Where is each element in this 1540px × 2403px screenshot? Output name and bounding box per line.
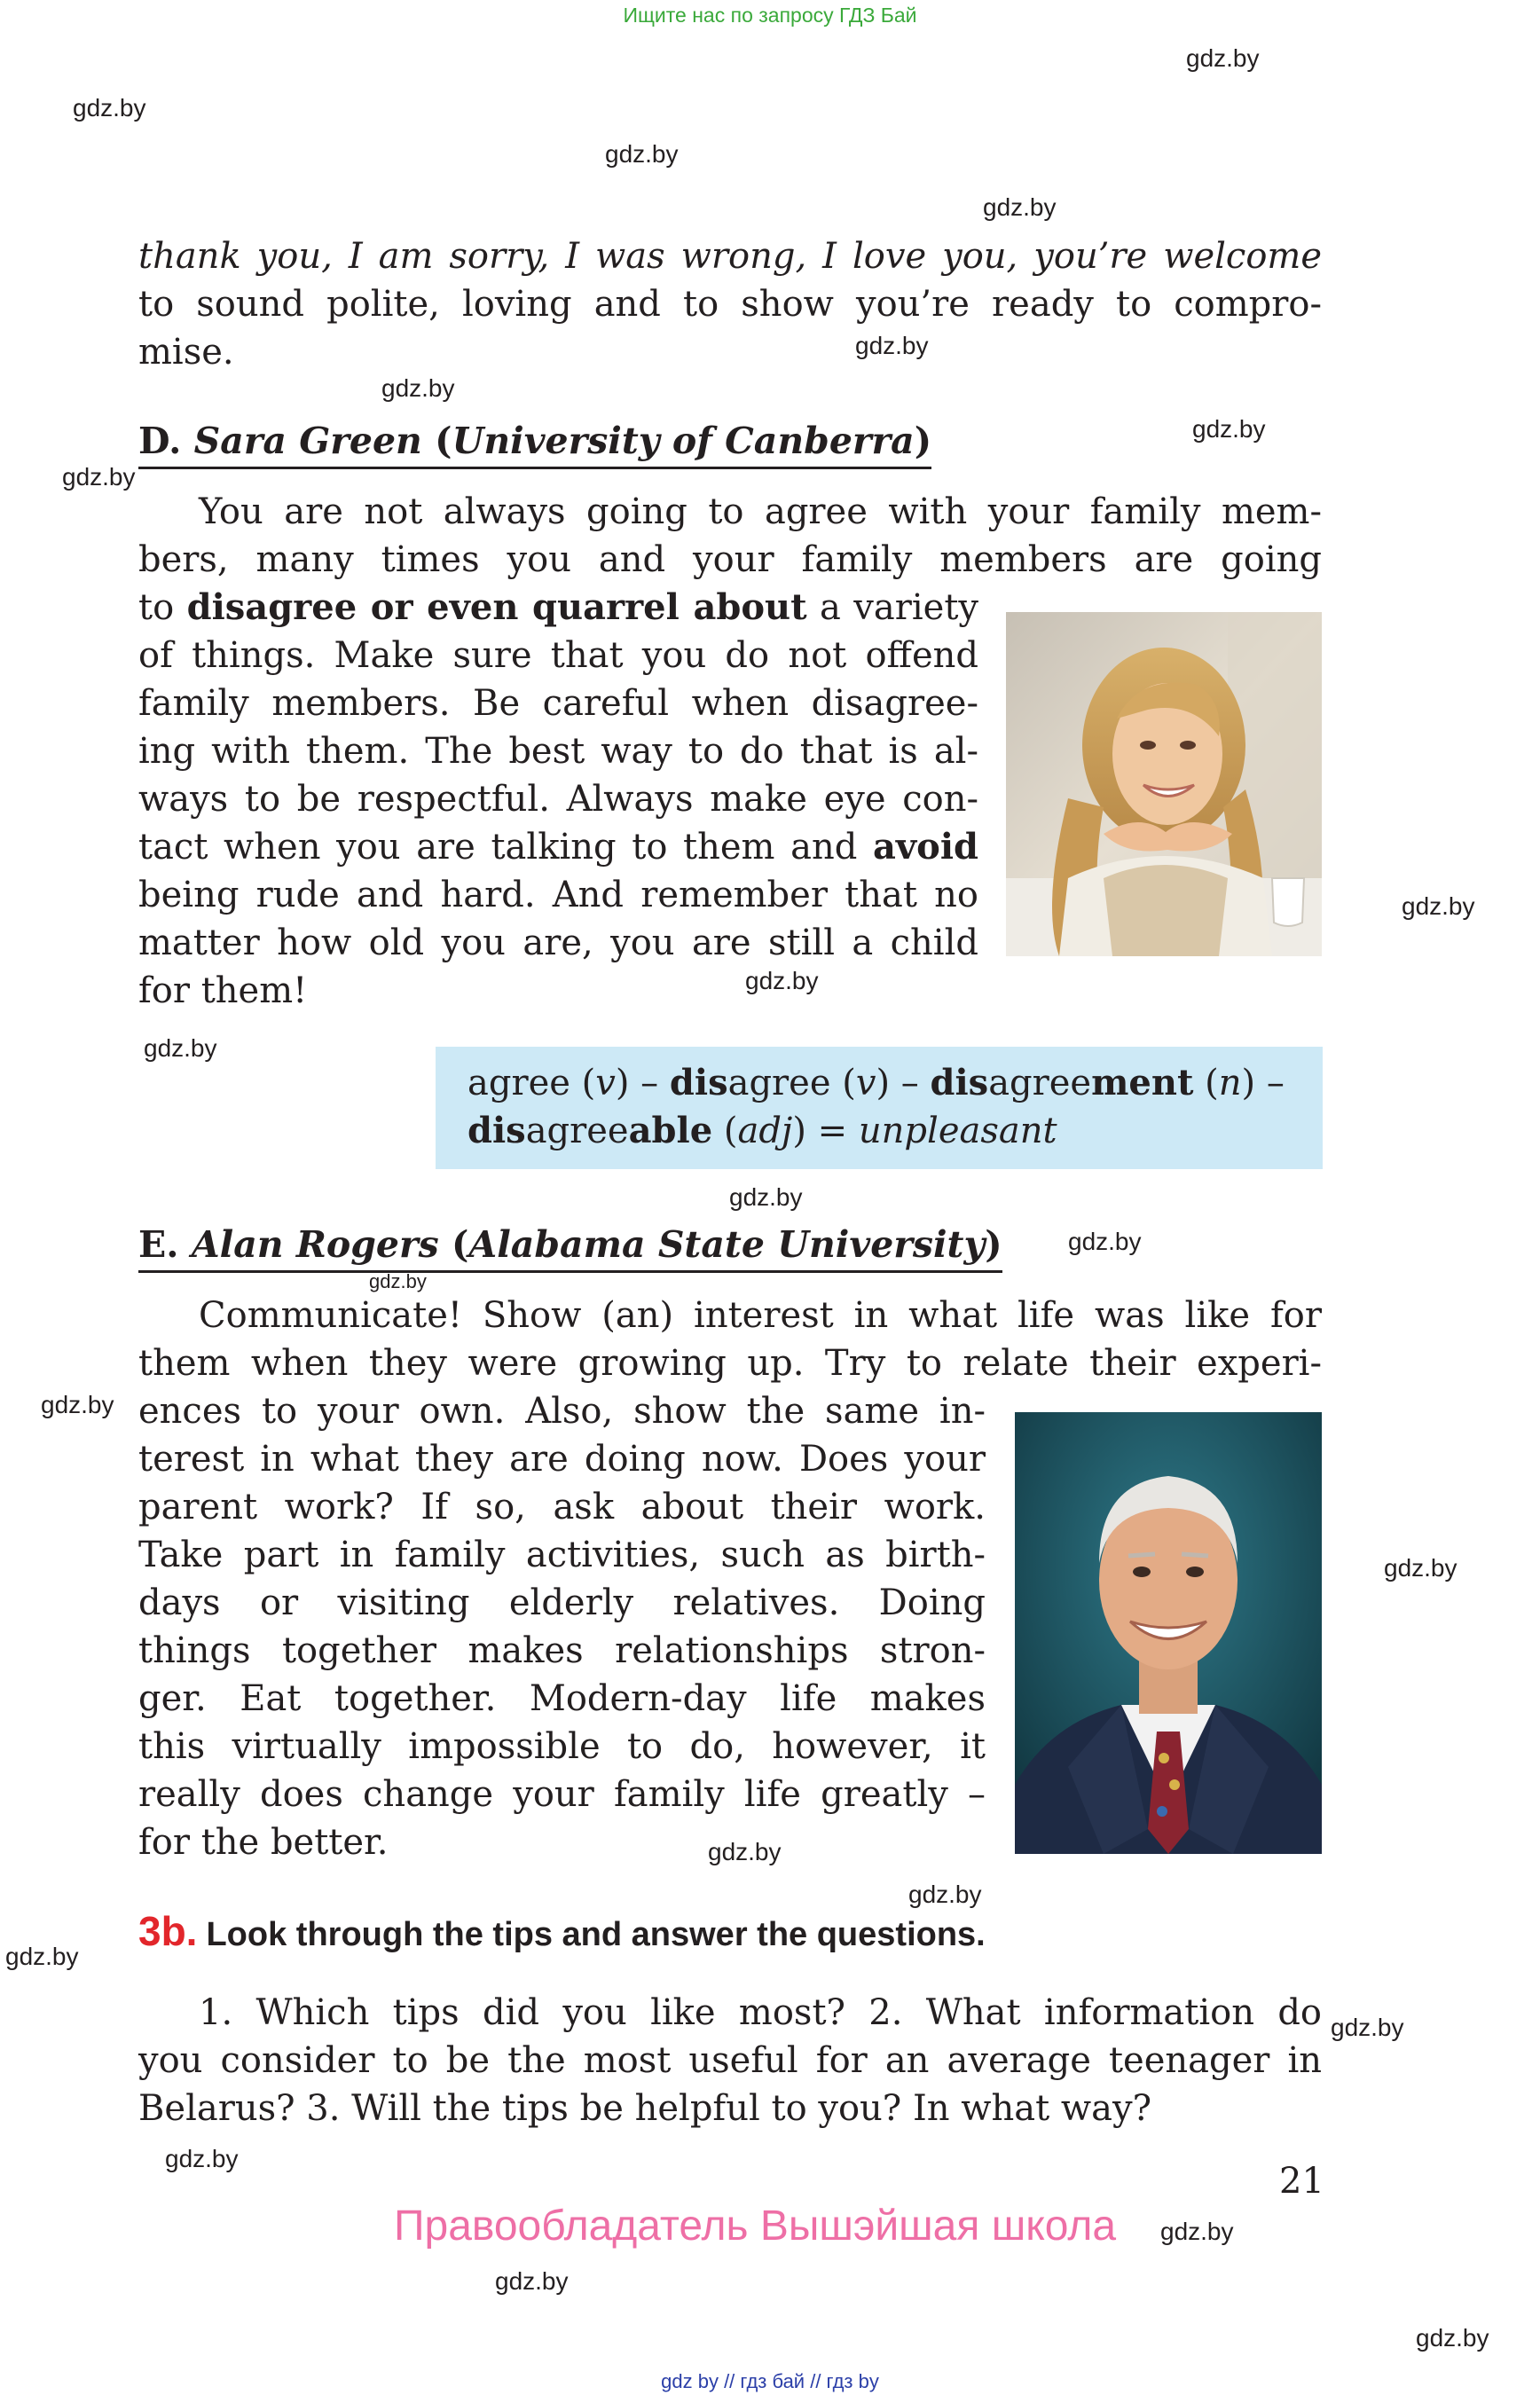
task-3b xyxy=(138,1907,986,1955)
watermark: gdz.by xyxy=(855,332,929,359)
watermark: gdz.by xyxy=(73,94,146,122)
watermark: gdz.by xyxy=(1160,2218,1234,2245)
sara-green-photo xyxy=(1006,612,1322,956)
task-question-line: 1. Which tips did you like most? 2. What information do xyxy=(199,1992,1322,2033)
alan-rogers-photo xyxy=(1015,1412,1322,1854)
top-banner[interactable]: Ищите нас по запросу ГДЗ Бай xyxy=(623,4,917,27)
vocabulary-line: agree (v) – disagree (v) – disagreement (n) – xyxy=(468,1062,1285,1103)
section-e-heading: E. Alan Rogers (Alabama State University) xyxy=(138,1221,1002,1273)
section-d-line: for them! xyxy=(138,970,308,1011)
section-e-line: days or visiting elderly relatives. Doing xyxy=(138,1582,986,1623)
section-e-line: ger. Eat together. Modern-day life makes xyxy=(138,1678,986,1719)
watermark: gdz.by xyxy=(62,463,136,491)
section-e-line: terest in what they are doing now. Does your xyxy=(138,1439,986,1480)
watermark: gdz.by xyxy=(983,193,1057,221)
vocabulary-box xyxy=(436,1047,1323,1169)
bottom-banner[interactable]: gdz by // гдз бай // гдз by xyxy=(661,2370,879,2392)
section-d-line: tact when you are talking to them and avoid xyxy=(138,826,979,868)
watermark: gdz.by xyxy=(1402,892,1475,920)
section-e-line: Take part in family activities, such as birth- xyxy=(138,1535,986,1575)
vocabulary-line: disagreeable (adj) = unpleasant xyxy=(468,1110,1057,1151)
watermark: gdz.by xyxy=(745,967,819,994)
task-number: 3b. xyxy=(138,1908,198,1954)
watermark: gdz.by xyxy=(369,1270,427,1292)
section-d-heading: D. Sara Green (University of Canberra) xyxy=(138,417,931,469)
intro-line: thank you, I am sorry, I was wrong, I love you, you’re welcome xyxy=(138,236,1322,277)
copyright-owner: Правообладатель Вышэйшая школа xyxy=(394,2203,1117,2250)
section-d-line: of things. Make sure that you do not offend xyxy=(138,635,978,676)
section-d-line: ways to be respectful. Always make eye con- xyxy=(138,779,978,820)
section-d-line: ing with them. The best way to do that is al- xyxy=(138,731,978,772)
page-number: 21 xyxy=(1279,2161,1324,2202)
watermark: gdz.by xyxy=(729,1183,803,1211)
section-e-line: really does change your family life greatly – xyxy=(138,1774,986,1815)
watermark: gdz.by xyxy=(1186,44,1260,72)
watermark: gdz.by xyxy=(1416,2324,1489,2352)
watermark: gdz.by xyxy=(495,2267,569,2295)
watermark: gdz.by xyxy=(41,1391,114,1418)
section-e-line: ences to your own. Also, show the same in- xyxy=(138,1391,986,1432)
task-instruction: Look through the tips and answer the questions. xyxy=(206,1916,986,1953)
watermark: gdz.by xyxy=(1068,1228,1142,1255)
watermark: gdz.by xyxy=(144,1034,217,1062)
intro-line: to sound polite, loving and to show you’re ready to compro- xyxy=(138,284,1322,325)
task-question-line: you consider to be the most useful for an average teenager in xyxy=(138,2040,1322,2081)
section-e-line: Communicate! Show (an) interest in what life was like for xyxy=(199,1295,1322,1336)
section-e-line: this virtually impossible to do, however, it xyxy=(138,1726,986,1767)
section-d-line: being rude and hard. And remember that no xyxy=(138,875,978,915)
watermark: gdz.by xyxy=(5,1943,79,1970)
watermark: gdz.by xyxy=(708,1838,782,1865)
intro-line: mise. xyxy=(138,332,234,373)
section-e-line: for the better. xyxy=(138,1822,389,1863)
section-d-line: bers, many times you and your family members are going xyxy=(138,539,1322,580)
watermark: gdz.by xyxy=(605,140,679,168)
section-d-line: matter how old you are, you are still a child xyxy=(138,923,978,963)
section-e-line: them when they were growing up. Try to relate their experi- xyxy=(138,1343,1322,1384)
section-d-line: You are not always going to agree with your family mem- xyxy=(199,491,1322,532)
task-question-line: Belarus? 3. Will the tips be helpful to you? In what way? xyxy=(138,2088,1152,2129)
watermark: gdz.by xyxy=(381,374,455,402)
watermark: gdz.by xyxy=(1192,415,1266,443)
watermark: gdz.by xyxy=(1331,2014,1404,2041)
section-d-line: family members. Be careful when disagree- xyxy=(138,683,978,724)
watermark: gdz.by xyxy=(908,1881,982,1908)
watermark: gdz.by xyxy=(165,2145,239,2172)
section-e-line: things together makes relationships stron- xyxy=(138,1630,986,1671)
section-e-line: parent work? If so, ask about their work. xyxy=(138,1487,986,1527)
section-d-line: to disagree or even quarrel about a variety xyxy=(138,586,978,628)
watermark: gdz.by xyxy=(1384,1554,1458,1582)
